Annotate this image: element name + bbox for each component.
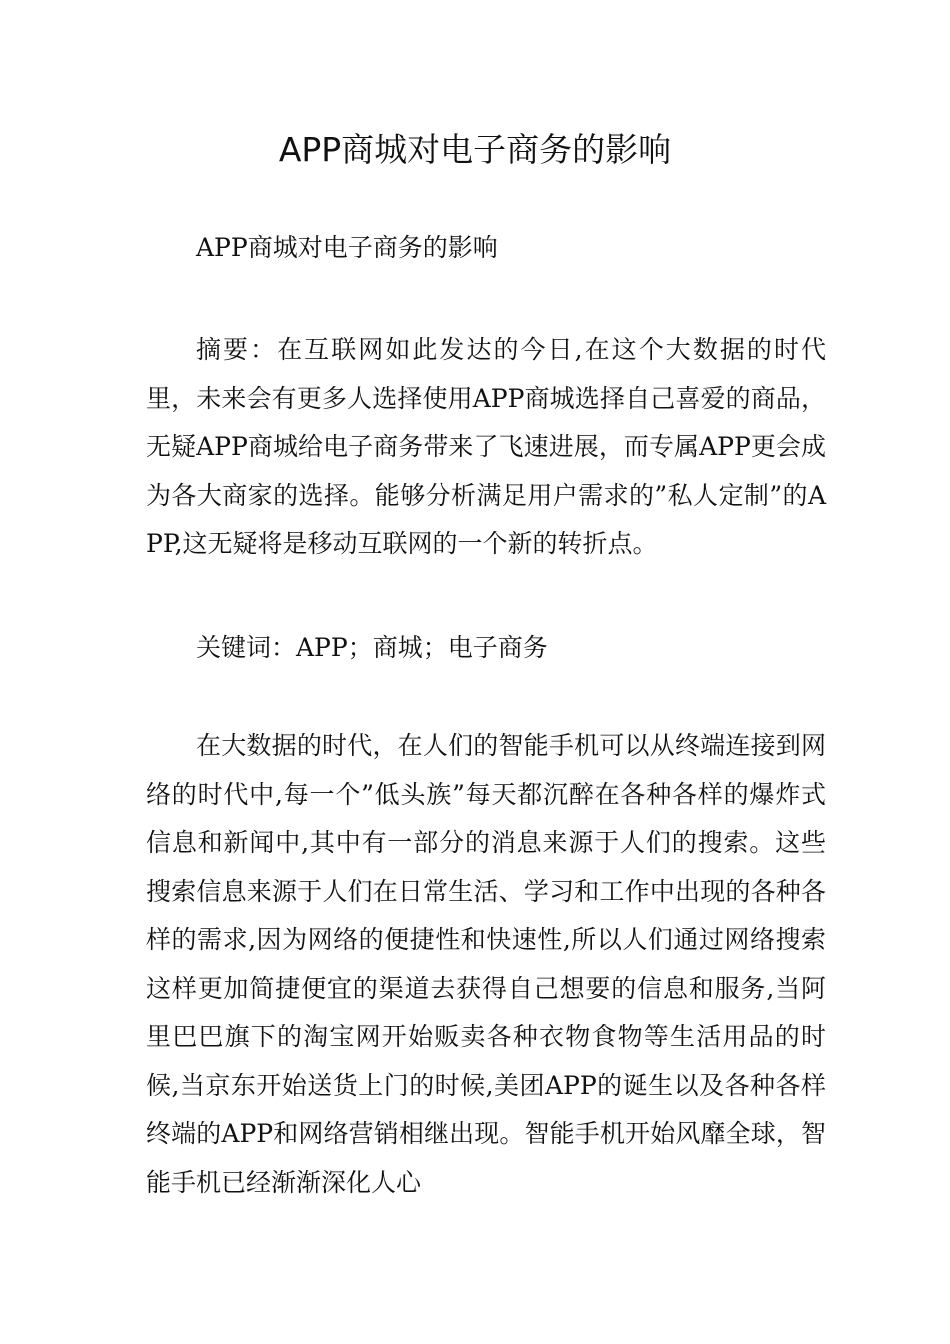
document-title: APP商城对电子商务的影响	[278, 130, 672, 169]
keywords-paragraph: 关键词：APP；商城；电子商务	[196, 633, 548, 662]
document-subtitle: APP商城对电子商务的影响	[196, 233, 498, 262]
intro-paragraph: 在大数据的时代，在人们的智能手机可以从终端连接到网络的时代中,每一个”低头族”每天都沉醉在各种各样的爆炸式信息和新闻中,其中有一部分的消息来源于人们的搜索。这些搜索信息来源于人们在日常生活、学习和工作中出现的各种各样的需求,因为网络的便捷性和快速性,所以人们通过网络搜索这样更加简捷便宜的渠道去获得自己想要的信息和服务,当阿里巴巴旗下的淘宝网开始贩卖各种衣物食物等生活用品的时候,当京东开始送货上门的时候,美团APP的诞生以及各种各样终端的APP和网络营销相继出现。智能手机开始风靡全球，智能手机已经渐渐深化人心	[146, 731, 826, 1197]
abstract-paragraph: 摘要：在互联网如此发达的今日,在这个大数据的时代里，未来会有更多人选择使用APP商城选择自己喜爱的商品，无疑APP商城给电子商务带来了飞速进展，而专属APP更会成为各大商家的选择。能够分析满足用户需求的”私人定制”的APP,这无疑将是移动互联网的一个新的转折点。	[146, 335, 826, 558]
